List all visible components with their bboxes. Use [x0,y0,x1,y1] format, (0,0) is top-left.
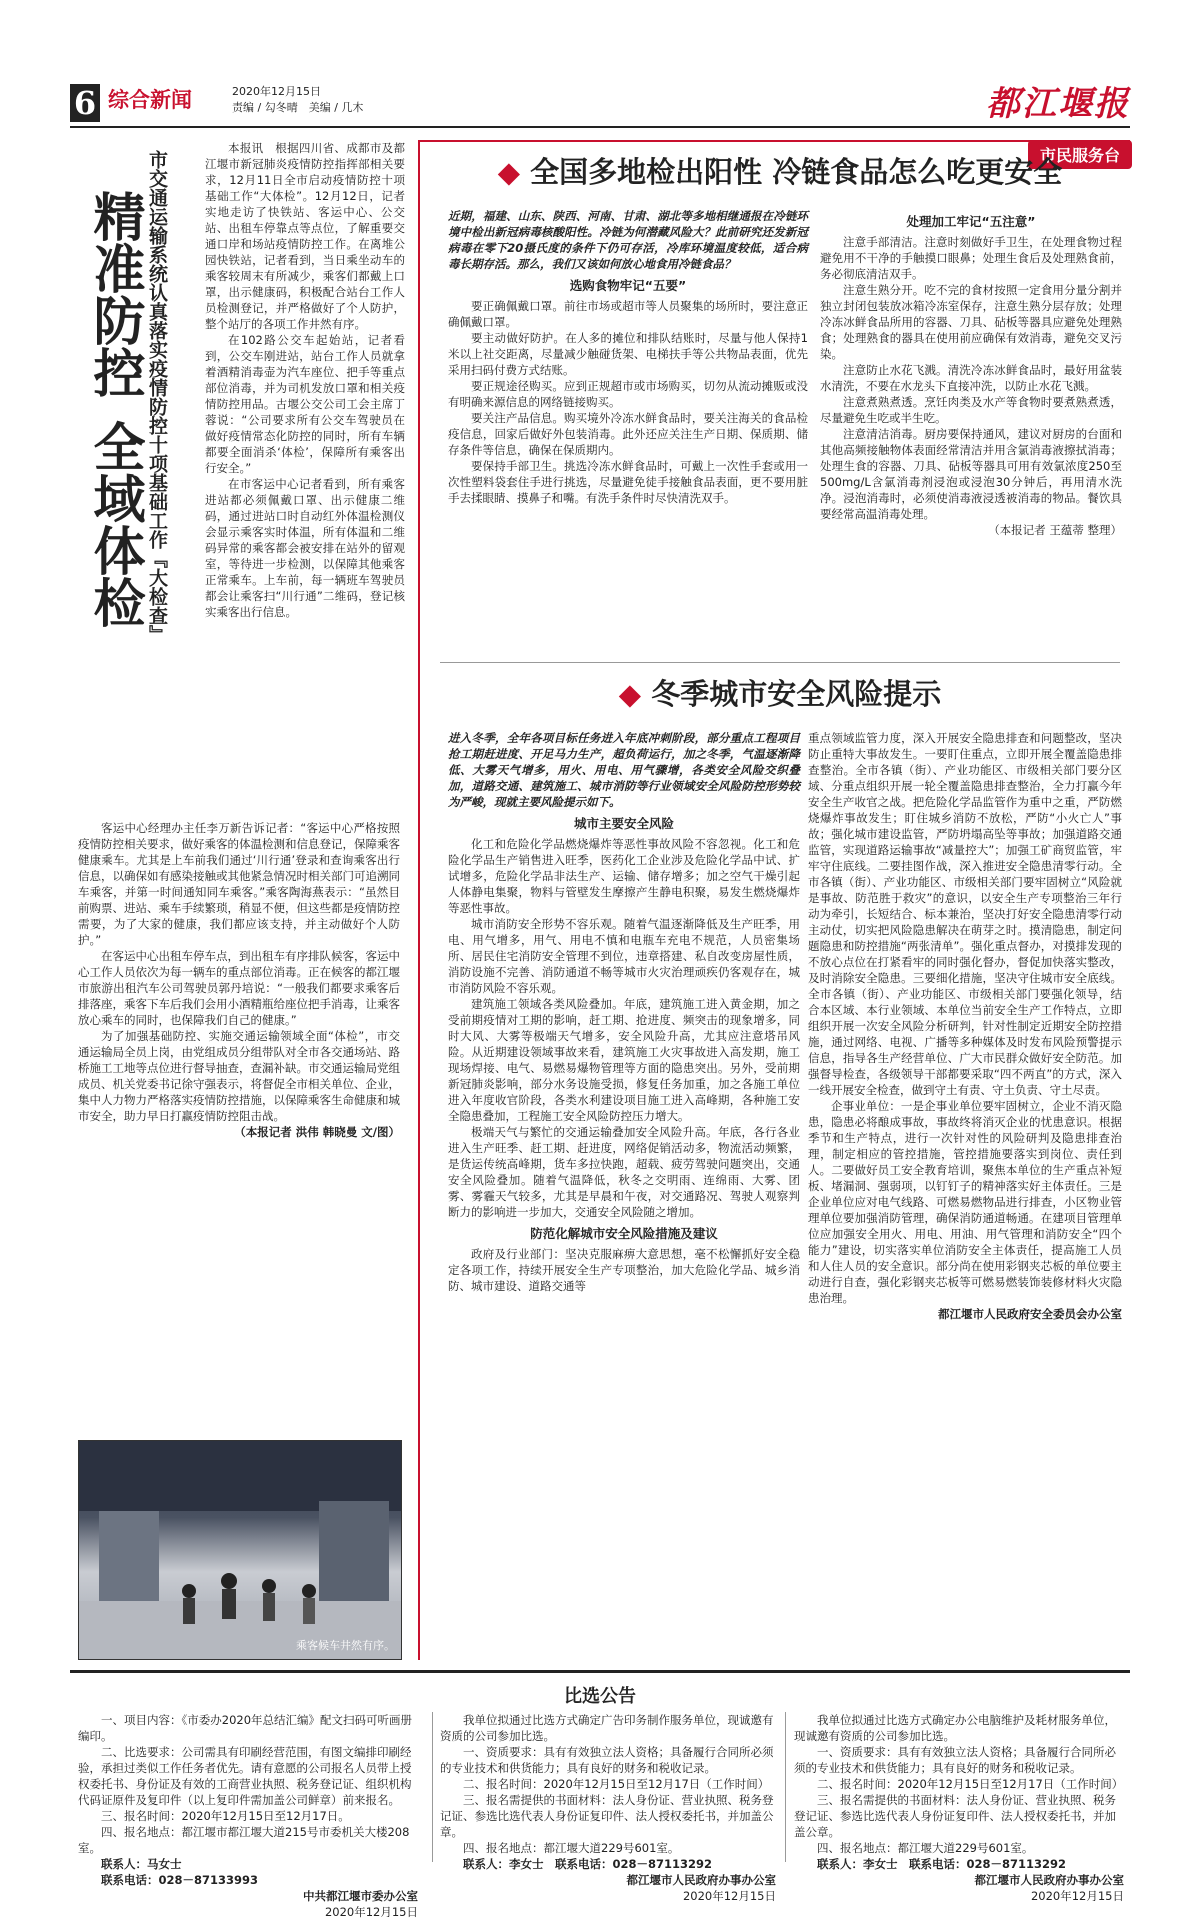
photo-illustration [79,1441,401,1659]
announcement-line: 三、报名需提供的书面材料：法人身份证、营业执照、税务登记证、参选比选代表人身份证复印件、法人授权委托书，并加盖公章。 [440,1793,774,1839]
subheading: 防范化解城市安全风险措施及建议 [530,1226,718,1241]
cold-chain-paragraph: 要主动做好防护。在人多的摊位和排队结账时，尽量与他人保持1米以上社交距离，尽量减少触碰货架、电梯扶手等公共物品表面，优先采用扫码付费方式结账。 [448,331,808,377]
left-headline-1: 精准防控 [84,190,145,398]
left-paragraph: 为了加强基础防控、实施交通运输领域全面“体检”，市交通运输局全员上岗，由党组成员分组带队对全市各交通场站、路桥施工工地等点位进行督导抽查，查漏补缺。市交通运输局党组成员、机关党委书记徐守强表示，将督促全市相关单位、企业，集中人力物力严格落实疫情防控措施，以保障乘客生命健康和城市安全，助力早日打赢疫情防控阻击战。 [78,1029,400,1123]
safety-paragraph: 政府及行业部门：坚决克服麻痹大意思想，毫不松懈抓好安全稳定各项工作，持续开展安全生产专项整治，加大危险化学品、城乡消防、城市建设、道路交通等 [448,1247,800,1293]
headline-bullet-icon: ◆ [618,677,642,711]
announcement-contact: 联系人：李女士 联系电话：028－87113292 [817,1857,1067,1871]
announcement-org: 都江堰市人民政府办事办公室 [974,1873,1124,1887]
announcement-line: 三、报名需提供的书面材料：法人身份证、营业执照、税务登记证、参选比选代表人身份证复印件、法人授权委托书，并加盖公章。 [794,1793,1116,1839]
cold-chain-headline: ◆ 全国多地检出阳性 冷链食品怎么吃更安全 [497,155,1063,189]
announcement-date: 2020年12月15日 [682,1889,776,1903]
safety-paragraph: 城市消防安全形势不容乐观。随着气温逐渐降低及生产旺季，用电、用气增多，用气、用电不慎和电瓶车充电不规范，人员密集场所、居民住宅消防安全管理不到位，违章搭建、私自改变房屋性质，消防设施不完善、消防通道不畅等城市火灾治理顽疾仍客观存在，城市消防风险不容乐观。 [448,917,800,995]
editors: 责编 / 勾冬晴 美编 / 几木 [232,101,364,114]
cold-chain-paragraph: 要正确佩戴口罩。前往市场或超市等人员聚集的场所时，要注意正确佩戴口罩。 [448,299,808,329]
station-photo [78,1440,402,1660]
left-headline-2: 全域体检 [84,420,145,628]
issue-date: 2020年12月15日 [232,85,321,98]
announcement-date: 2020年12月15日 [1030,1889,1124,1903]
safety-paragraph: 建筑施工领域各类风险叠加。年底，建筑施工进入黄金期，加之受前期疫情对工期的影响，赶工期、抢进度、频突击的现象增多，同时大风、大雾等极端天气增多，安全风险升高，尤其应注意塔吊风险。从近期建设领域事故来看，建筑施工火灾事故进入高发期，施工现场焊接、电气、易燃易爆物管理等方面的隐患突出。另外，受前期新冠肺炎影响，部分水务设施受损，修复任务加重，加之各施工单位进入年度收官阶段，各类水利建设项目施工进入高峰期，各种施工安全隐患叠加，工程施工安全风险防控压力增大。 [448,997,800,1123]
cold-chain-col1 [448,272,808,506]
subheading: 城市主要安全风险 [573,816,674,831]
announcement-line: 四、报名地点：都江堰大道229号601室。 [463,1841,680,1855]
announcement-divider [785,1712,786,1862]
subheading: 处理加工牢记“五注意” [906,214,1036,229]
announcement-line: 二、比选要求：公司需具有印刷经营范围，有图文编排印刷经验，承担过类似工作任务者优先。请有意愿的公司报名人员带上授权委托书、身份证及有效的工商营业执照、税务登记证、组织机构代码证原件及复印件（以上复印件需加盖公司鲜章）前来报名。 [78,1745,412,1807]
left-paragraph: 在102路公交车起始站，记者看到，公交车刚进站，站台工作人员就拿着酒精消毒壶为汽车座位、把手等重点部位消毒，并为司机发放口罩和相关疫情防控用品。古堰公交公司工会主席丁蓉说：“公司要求所有公交车驾驶员在做好疫情常态化防控的同时，所有车辆都要全面消杀‘体检’，保障所有乘客出行安全。” [205,333,405,475]
left-paragraph: 在客运中心出租车停车点，到出租车有序排队候客，客运中心工作人员依次为每一辆车的重点部位消毒。正在候客的都江堰市旅游出租汽车公司驾驶员郭丹培说：“一般我们都要求乘客后排落座，乘客下车后我们会用小酒精瓶给座位把手消毒，让乘客放心乘车的同时，也保障我们自己的健康。” [78,949,400,1027]
column-divider [418,140,420,1660]
announcement-title: 比选公告 [564,1686,636,1707]
section-name: 综合新闻 [108,87,192,112]
cold-chain-paragraph: 要正规途径购买。应到正规超市或市场购买，切勿从流动摊贩或没有明确来源信息的网络链接购买。 [448,379,808,409]
masthead-logo: 都江堰报 [986,84,1130,124]
announcement-line: 二、报名时间：2020年12月15日至12月17日（工作时间） [463,1777,770,1791]
safety-headline: ◆ 冬季城市安全风险提示 [618,677,942,711]
header-meta [232,84,363,116]
left-paragraph: 客运中心经理办主任李万新告诉记者：“客运中心严格按照疫情防控相关要求，做好乘客的体温检测和信息登记，保障乘客健康乘车。尤其是上车前我们通过‘川行通’登录和查询乘客出行信息，以确保如有感染接触或其他紧急情况时相关部门可追溯同车乘客，并第一时间通知同车乘客。”乘客陶海燕表示：“虽然目前购票、进站、乘车手续繁琐，稍显不便，但这些都是疫情防控需要，为了大家的健康，我们都应该支持，并主动做好个人防护。” [78,821,400,947]
announcement-org: 中共都江堰市委办公室 [303,1889,418,1903]
top-divider [418,140,1130,142]
left-body-top [205,140,405,620]
left-body-bottom [78,820,400,1140]
cold-chain-lead: 近期，福建、山东、陕西、河南、甘肃、湖北等多地相继通报在冷链环境中检出新冠病毒核酸阳性。冷链为何潜藏风险大？此前研究还发新冠病毒在零下20摄氏度的条件下仍可存活，冷库环境温度较低，适合病毒长期存活。那么，我们又该如何放心地食用冷链食品？ [448,209,808,271]
announcement-col-3 [794,1712,1124,1904]
safety-paragraph: 极端天气与繁忙的交通运输叠加安全风险升高。年底，各行各业进入生产旺季、赶工期、赶进度，网络促销活动多，物流活动频繁，是货运传统高峰期，货车多拉快跑，超载、疲劳驾驶问题突出，交通安全风险叠加。随着气温降低，秋冬之交明雨、连绵雨、大雾、团雾、雾霾天气较多，尤其是早晨和午夜，对交通路况、驾驶人观察判断力的影响进一步加大，交通安全风险随之增加。 [448,1125,800,1219]
announcement-col-1 [78,1712,418,1920]
announcement-line: 一、资质要求：具有有效独立法人资格；具备履行合同所必须的专业技术和供货能力；具有良好的财务和税收记录。 [794,1745,1116,1775]
safety-col2 [808,730,1122,1322]
page-number: 6 [70,84,100,122]
announcement-date: 2020年12月15日 [324,1905,418,1919]
safety-paragraph: 化工和危险化学品燃烧爆炸等恶性事故风险不容忽视。化工和危险化学品生产销售进入旺季，医药化工企业涉及危险化学品中试、扩试增多，危险化学品非法生产、运输、储存增多；加之空气干燥引起人体静电集聚，物料与管壁发生摩擦产生静电积聚，易发生燃烧爆炸等恶性事故。 [448,837,800,915]
announcement-col-2 [440,1712,776,1904]
header-rule [70,126,1130,128]
subheading: 选购食物牢记“五要” [569,278,687,293]
announcement-org: 都江堰市人民政府办事办公室 [626,1873,776,1887]
cold-chain-paragraph: 要保持手部卫生。挑选冷冻水鲜食品时，可戴上一次性手套或用一次性塑料袋套住手进行挑选，尽量避免徒手接触食品表面，更不要用脏手去揉眼睛、摸鼻子和嘴。有洗手条件时尽快清洗双手。 [448,459,808,505]
announcement-divider [432,1712,433,1862]
safety-signature: 都江堰市人民政府安全委员会办公室 [938,1307,1122,1321]
announcement-phone: 联系电话：028－87133993 [101,1873,259,1887]
safety-paragraph: 企事业单位：一是企事业单位要牢固树立，企业不消灭隐患，隐患必将酿成事故，事故终将消灭企业的忧患意识。根据季节和生产特点，进行一次针对性的风险研判及隐患排查治理，制定相应的管控措施，管控措施要落实到岗位、责任到人。二要做好员工安全教育培训，聚焦本单位的生产重点补短板、堵漏洞、强弱项，以钉钉子的精神落实好主体责任。三是企业单位应对电气线路、可燃易燃物品进行排查，小区物业管理单位要加强消防管理，确保消防通道畅通。在建项目管理单位应加强安全用火、用电、用油、用气管理和消防安全“四个能力”建设，切实落实单位消防安全主体责任，提高施工人员和人住人员的安全意识。部分尚在使用彩钢夹芯板的单位要主动进行自查，强化彩钢夹芯板等可燃易燃装饰装修材料火灾隐患治理。 [808,1099,1122,1305]
announcement-line: 四、报名地点：都江堰大道229号601室。 [817,1841,1034,1855]
cold-chain-paragraph: 注意清洁消毒。厨房要保持通风，建议对厨房的台面和其他高频接触物体表面经常清洁并用含氯消毒液擦拭消毒；处理生食的容器、刀具、砧板等器具可用有效氯浓度250至500mg/L含氯消毒剂浸泡或浸泡30分钟后，再用清水洗净。浸泡消毒时，必须使消毒液浸透被消毒的物品。餐饮具要经常高温消毒处理。 [820,427,1122,521]
headline-bullet-icon: ◆ [497,155,521,189]
cold-chain-col2 [820,208,1122,538]
announcement-contact: 联系人：马女士 [101,1857,182,1871]
left-paragraph: 在市客运中心记者看到，所有乘客进站都必须佩戴口罩、出示健康二维码，通过进站口时自动红外体温检测仪会显示乘客实时体温，所有体温和二维码异常的乘客都会被安排在站外的留观室，等待进一步检测，以保障其他乘客正常乘车。上车前，每一辆班车驾驶员都会让乘客扫“川行通”二维码，登记核实乘客出行信息。 [205,477,405,619]
safety-paragraph: 重点领域监管力度，深入开展安全隐患排查和问题整改，坚决防止重特大事故发生。一要盯住重点，立即开展全覆盖隐患排查整治。全市各镇（街）、产业功能区、市级相关部门要分区域、分重点组织开展一轮全覆盖隐患排查整治，全力打赢今年安全生产收官之战。把危险化学品监管作为重中之重，严防燃烧爆炸事故发生；盯住城乡消防不放松，严防“小火亡人”事故；强化城市建设监管，严防坍塌高坠等事故；加强道路交通监管，实现道路运输事故“减量控大”；加强工矿商贸监管，牢牢守住底线。二要挂图作战，深入推进安全隐患清零行动。全市各镇（街）、产业功能区、市级相关部门要牢固树立“风险就是事故、防范胜于救灾”的意识，以安全生产专项整治三年行动为牵引，长短结合、标本兼治，坚决打好安全隐患清零行动主动仗，切实把风险隐患解决在萌芽之时。摸清隐患，制定问题隐患和防控措施“两张清单”。强化重点督办，对摸排发现的不放心点位在打紧看牢的同时强化督办，督促加快落实整改，及时消除安全隐患。三要细化措施，坚决守住城市安全底线。全市各镇（街）、产业功能区、市级相关部门要强化领导，结合本区域、本行业领域、本单位当前安全生产工作特点，立即组织开展一次安全风险分析研判，针对性制定近期安全防控措施，通过网络、电视、广播等多种媒体及时发布风险预警提示信息，指导各生产经营单位、广大市民群众做好安全防范。加强督导检查，各级领导干部都要采取“四不两直”的方式，深入一线开展安全检查，做到守土有责、守土负责、守土尽责。 [808,731,1122,1097]
announcement-line: 四、报名地点：都江堰市都江堰大道215号市委机关大楼208室。 [78,1825,410,1855]
left-kicker: 市交通运输系统认真落实疫情防控十项基础工作『大检查』 [146,150,168,644]
cold-chain-paragraph: 要关注产品信息。购买境外冷冻水鲜食品时，要关注海关的食品检疫信息，回家后做好外包装消毒。此外还应关注生产日期、保质期、储存条件等信息，确保在保质期内。 [448,411,808,457]
left-paragraph: 本报讯 根据四川省、成都市及都江堰市新冠肺炎疫情防控指挥部相关要求，12月11日全市启动疫情防控十项基础工作“大体检”。12月12日，记者实地走访了快铁站、客运中心、公交站、出租车停靠点等点位，了解重要交通口岸和场站疫情防控工作。在离堆公园快铁站，记者看到，当日乘坐动车的乘客较周末有所减少，乘客们都戴上口罩，出示健康码，积极配合站台工作人员检测登记，并严格做好了个人防护，整个站厅的各项工作井然有序。 [205,141,405,331]
announcement-line: 三、报名时间：2020年12月15日至12月17日。 [101,1809,350,1823]
announcement-line: 一、项目内容：《市委办2020年总结汇编》配文扫码可听画册编印。 [78,1713,413,1743]
photo-caption: 乘客候车井然有序。 [296,1639,395,1652]
cold-chain-paragraph: 注意手部清洁。注意时刻做好手卫生，在处理食物过程避免用不干净的手触摸口眼鼻；处理生食后及处理熟食前，务必彻底清洁双手。 [820,235,1122,281]
cold-chain-paragraph: 注意防止水花飞溅。清洗冷冻冰鲜食品时，最好用盆装水清洗，不要在水龙头下直接冲洗，以防止水花飞溅。 [820,363,1122,393]
safety-lead: 进入冬季，全年各项目标任务进入年底冲刺阶段，部分重点工程项目抢工期赶进度、开足马力生产，超负荷运行，加之冬季，气温逐渐降低、大雾天气增多，用火、用电、用气骤增，各类安全风险交织叠加，道路交通、建筑施工、城市消防等行业领域安全风险防控形势较为严峻，现就主要风险提示如下。 [448,731,800,809]
cold-chain-paragraph: 注意生熟分开。吃不完的食材按照一定食用分量分割并独立封闭包装放冰箱冷冻室保存，注意生熟分层存放；处理冷冻冰鲜食品所用的容器、刀具、砧板等器具应避免处理熟食；处理熟食的器具在使用前应确保有效消毒，避免交叉污染。 [820,283,1122,361]
cold-chain-byline: （本报记者 王蕴蒂 整理） [988,523,1122,537]
announcement-rule [70,1670,1130,1673]
announcement-intro: 我单位拟通过比选方式确定办公电脑维护及耗材服务单位，现诚邀有资质的公司参加比选。 [794,1713,1116,1743]
safety-col1 [448,730,800,1294]
left-byline: （本报记者 洪伟 韩晓曼 文/图） [234,1125,400,1139]
announcement-contact: 联系人：李女士 联系电话：028－87113292 [463,1857,713,1871]
announcement-line: 一、资质要求：具有有效独立法人资格；具备履行合同所必须的专业技术和供货能力；具有良好的财务和税收记录。 [440,1745,774,1775]
section-tag: 市民服务台 [1028,140,1132,169]
announcement-intro: 我单位拟通过比选方式确定广告印务制作服务单位，现诚邀有资质的公司参加比选。 [440,1713,774,1743]
announcement-line: 二、报名时间：2020年12月15日至12月17日（工作时间） [817,1777,1124,1791]
article-divider [440,662,1120,663]
cold-chain-paragraph: 注意煮熟煮透。烹饪肉类及水产等食物时要煮熟煮透，尽量避免生吃或半生吃。 [820,395,1122,425]
